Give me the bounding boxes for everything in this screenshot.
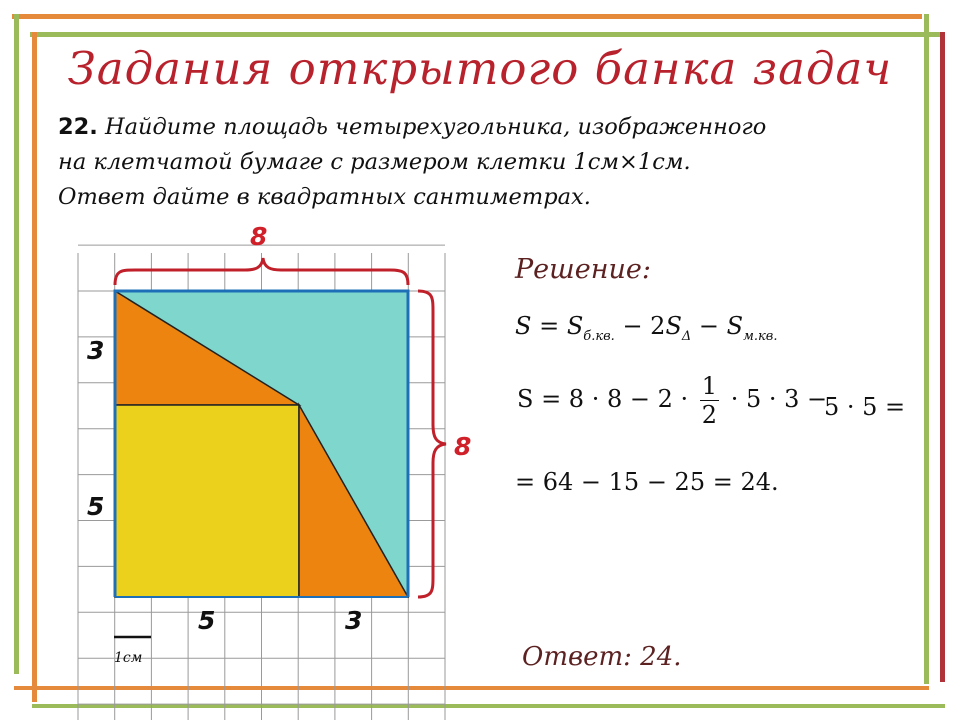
page-title: Задания открытого банка задач	[67, 42, 893, 95]
formula-minus2: − 2	[614, 312, 666, 340]
formula-s3-sub: м.кв.	[743, 328, 778, 344]
bottom-left-label: 5	[198, 606, 216, 635]
bottom-right-label: 3	[345, 606, 363, 635]
one-half-fraction	[700, 372, 719, 429]
area-formula	[515, 312, 778, 344]
formula-s: S	[515, 312, 532, 340]
computation-formula	[517, 372, 827, 429]
problem-number: 22.	[58, 114, 98, 140]
right-dimension-label: 8	[454, 432, 472, 461]
unit-label: 1см	[114, 650, 143, 666]
formula-eq: =	[531, 312, 567, 340]
problem-line-1: Найдите площадь четырехугольника, изображенного	[105, 114, 767, 140]
answer: Ответ: 24.	[522, 642, 682, 672]
fraction-denominator: 2	[701, 401, 718, 429]
formula-s1: S	[566, 312, 584, 340]
formula-s3: S	[726, 312, 744, 340]
left-upper-label: 3	[87, 336, 105, 365]
formula-s2-sub: Δ	[681, 328, 692, 344]
problem-line-3: Ответ дайте в квадратных сантиметрах.	[58, 184, 591, 210]
computation-left: S = 8 · 8 − 2 ·	[517, 385, 689, 413]
yellow-square	[115, 405, 299, 597]
computation-tail: 5 · 5 =	[824, 393, 906, 421]
problem-line-2: на клетчатой бумаге с размером клетки 1см×1см.	[58, 149, 691, 175]
formula-s2: S	[665, 312, 682, 340]
formula-minus3: −	[691, 312, 727, 340]
top-dimension-label: 8	[250, 222, 268, 251]
formula-s1-sub: б.кв.	[583, 328, 615, 344]
solution-title: Решение:	[515, 254, 651, 285]
computation-right: · 5 · 3 −	[730, 385, 828, 413]
fraction-numerator: 1	[701, 372, 718, 400]
result-formula: = 64 − 15 − 25 = 24.	[515, 468, 779, 496]
left-lower-label: 5	[87, 492, 105, 521]
